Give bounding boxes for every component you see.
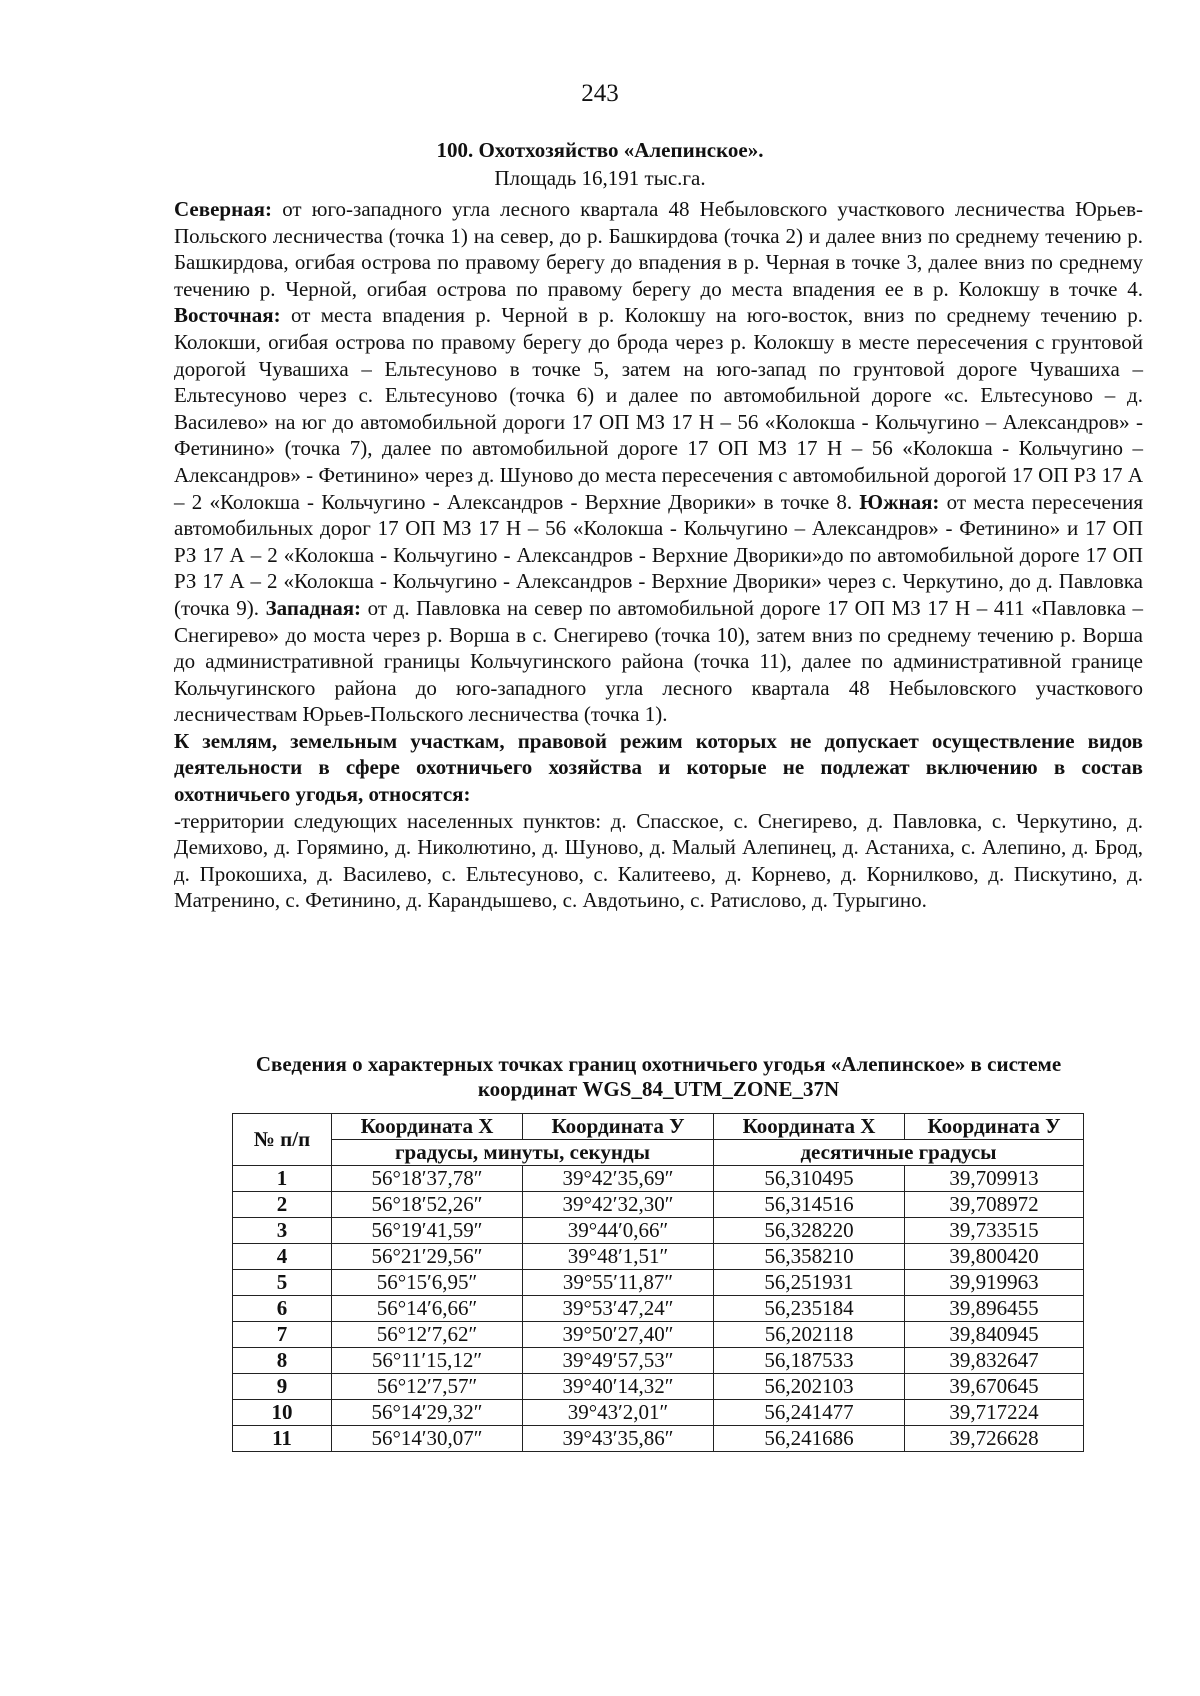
north-label: Северная:	[174, 197, 273, 221]
x-decimal-cell: 56,241686	[714, 1426, 905, 1452]
east-label: Восточная:	[174, 303, 281, 328]
point-number: 6	[233, 1296, 332, 1322]
boundary-description	[174, 196, 1143, 914]
x-dms-cell: 56°12′7,62″	[332, 1322, 523, 1348]
point-number: 1	[233, 1166, 332, 1192]
y-decimal-cell: 39,896455	[905, 1296, 1084, 1322]
col-header-y-dms: Координата У	[523, 1114, 714, 1140]
table-row	[233, 1270, 1084, 1296]
west-label: Западная:	[265, 595, 362, 620]
point-number: 7	[233, 1322, 332, 1348]
y-dms-cell: 39°53′47,24″	[523, 1296, 714, 1322]
x-dms-cell: 56°14′6,66″	[332, 1296, 523, 1322]
x-dms-cell: 56°11′15,12″	[332, 1348, 523, 1374]
restrictions-text: -территории следующих населенных пунктов: д. Спасское, с. Снегирево, д. Павловка, с. Черкутино, д. Демихово, д. Горямино, д. Николютино, д. Шуново, д. Малый Алепинец, д. Астаниха, с. Алепино, д. Брод, д. Прокошиха, д. Василево, с. Ельтесуново, с. Калитеево, д. Корнево, д. Корнилково, д. Пискутино, д. Матренино, с. Фетинино, д. Карандышево, с. Авдотьино, с. Ратислово, д. Турыгино.	[174, 808, 1143, 913]
point-number: 8	[233, 1348, 332, 1374]
x-decimal-cell: 56,202103	[714, 1374, 905, 1400]
y-decimal-cell: 39,919963	[905, 1270, 1084, 1296]
table-row	[233, 1400, 1084, 1426]
x-dms-cell: 56°18′37,78″	[332, 1166, 523, 1192]
x-decimal-cell: 56,187533	[714, 1348, 905, 1374]
table-row	[233, 1244, 1084, 1270]
y-dms-cell: 39°55′11,87″	[523, 1270, 714, 1296]
point-number: 5	[233, 1270, 332, 1296]
point-number: 11	[233, 1426, 332, 1452]
x-decimal-cell: 56,241477	[714, 1400, 905, 1426]
point-number: 4	[233, 1244, 332, 1270]
subheader-decimal: десятичные градусы	[714, 1140, 1084, 1166]
table-row	[233, 1348, 1084, 1374]
y-dms-cell: 39°49′57,53″	[523, 1348, 714, 1374]
y-dms-cell: 39°48′1,51″	[523, 1244, 714, 1270]
y-decimal-cell: 39,726628	[905, 1426, 1084, 1452]
y-dms-cell: 39°42′35,69″	[523, 1166, 714, 1192]
col-header-number: № п/п	[233, 1114, 332, 1166]
y-decimal-cell: 39,800420	[905, 1244, 1084, 1270]
table-title	[174, 1052, 1143, 1102]
col-header-x-dms: Координата X	[332, 1114, 523, 1140]
y-decimal-cell: 39,717224	[905, 1400, 1084, 1426]
y-dms-cell: 39°50′27,40″	[523, 1322, 714, 1348]
south-text: от места пересечения автомобильных дорог 17 ОП МЗ 17 Н – 56 «Колокша - Кольчугино – Александров» - Фетинино» и 17 ОП РЗ 17 А – 2 «Колокша - Кольчугино - Александров - Верхние Дворики»до по автомобильной дороге 17 ОП РЗ 17 А – 2 «Колокша - Кольчугино - Александров - Верхние Дворики» через с. Черкутино, до д. Павловка (точка 9).	[174, 489, 1143, 620]
col-header-y-dec: Координата У	[905, 1114, 1084, 1140]
y-dms-cell: 39°42′32,30″	[523, 1192, 714, 1218]
west-text: от д. Павловка на север по автомобильной дороге 17 ОП МЗ 17 Н – 411 «Павловка – Снегирево» до моста через р. Ворша в с. Снегирево (точка 10), затем вниз по среднему течению р. Ворша до административной границы Кольчугинского района (точка 11), далее по административной границе Кольчугинского района до юго-западного угла лесного квартала 48 Небыловского участкового лесничествам Юрьев-Польского лесничества (точка 1).	[174, 595, 1143, 727]
x-decimal-cell: 56,314516	[714, 1192, 905, 1218]
section-heading: 100. Охотхозяйство «Алепинское».	[436, 138, 764, 162]
table-row	[233, 1192, 1084, 1218]
x-decimal-cell: 56,202118	[714, 1322, 905, 1348]
x-decimal-cell: 56,310495	[714, 1166, 905, 1192]
table-row	[233, 1426, 1084, 1452]
table-row	[233, 1166, 1084, 1192]
point-number: 9	[233, 1374, 332, 1400]
y-dms-cell: 39°44′0,66″	[523, 1218, 714, 1244]
y-decimal-cell: 39,832647	[905, 1348, 1084, 1374]
y-decimal-cell: 39,840945	[905, 1322, 1084, 1348]
y-decimal-cell: 39,708972	[905, 1192, 1084, 1218]
page-number: 243	[581, 80, 619, 107]
x-decimal-cell: 56,251931	[714, 1270, 905, 1296]
coordinates-body	[233, 1166, 1084, 1452]
table-row	[233, 1218, 1084, 1244]
restrictions-heading: К землям, земельным участкам, правовой режим которых не допускает осуществление видов деятельности в сфере охотничьего хозяйства и которые не подлежат включению в состав охотничьего угодья, относятся:	[174, 728, 1143, 807]
col-header-x-dec: Координата X	[714, 1114, 905, 1140]
x-dms-cell: 56°18′52,26″	[332, 1192, 523, 1218]
y-dms-cell: 39°43′35,86″	[523, 1426, 714, 1452]
table-row	[233, 1374, 1084, 1400]
x-decimal-cell: 56,358210	[714, 1244, 905, 1270]
east-text: от места впадения р. Черной в р. Колокшу на юго-восток, вниз по среднему течению р. Колокши, огибая острова по правому берегу до брода через р. Колокшу в месте пересечения с грунтовой дорогой Чувашиха – Ельтесуново в точке 5, затем на юго-запад по грунтовой дороге Чувашиха – Ельтесуново через с. Ельтесуново (точка 6) и далее по автомобильной дороге «с. Ельтесуново – д. Василево» на юг до автомобильной дороги 17 ОП МЗ 17 Н – 56 «Колокша - Кольчугино – Александров» - Фетинино» (точка 7), далее по автомобильной дороге 17 ОП МЗ 17 Н – 56 «Колокша - Кольчугино – Александров» - Фетинино» через д. Шуново до места пересечения с автомобильной дорогой 17 ОП РЗ 17 А – 2 «Колокша - Кольчугино - Александров - Верхние Дворики» в точке 8.	[174, 303, 1143, 514]
x-dms-cell: 56°21′29,56″	[332, 1244, 523, 1270]
point-number: 2	[233, 1192, 332, 1218]
north-text: от юго-западного угла лесного квартала 48 Небыловского участкового лесничества Юрьев-Польского лесничества (точка 1) на север, до р. Башкирдова (точка 2) и далее вниз по среднему течению р. Башкирдова, огибая острова по правому берегу до впадения в р. Черная в точке 3, далее вниз по среднему течению р. Черной, огибая острова по правому берегу до места впадения ее в р. Колокшу в точке 4.	[174, 197, 1143, 301]
point-number: 10	[233, 1400, 332, 1426]
area-line: Площадь 16,191 тыс.га.	[494, 166, 706, 190]
table-row	[233, 1296, 1084, 1322]
y-decimal-cell: 39,733515	[905, 1218, 1084, 1244]
x-decimal-cell: 56,328220	[714, 1218, 905, 1244]
x-dms-cell: 56°14′29,32″	[332, 1400, 523, 1426]
x-dms-cell: 56°19′41,59″	[332, 1218, 523, 1244]
table-title-line-1: Сведения о характерных точках границ охотничьего угодья «Алепинское» в системе	[255, 1052, 1062, 1076]
x-dms-cell: 56°14′30,07″	[332, 1426, 523, 1452]
boundary-paragraph	[174, 196, 1143, 728]
y-dms-cell: 39°43′2,01″	[523, 1400, 714, 1426]
y-dms-cell: 39°40′14,32″	[523, 1374, 714, 1400]
x-decimal-cell: 56,235184	[714, 1296, 905, 1322]
table-title-line-2: координат WGS_84_UTM_ZONE_37N	[477, 1077, 840, 1101]
x-dms-cell: 56°15′6,95″	[332, 1270, 523, 1296]
point-number: 3	[233, 1218, 332, 1244]
x-dms-cell: 56°12′7,57″	[332, 1374, 523, 1400]
subheader-dms: градусы, минуты, секунды	[332, 1140, 714, 1166]
table-row	[233, 1322, 1084, 1348]
y-decimal-cell: 39,709913	[905, 1166, 1084, 1192]
south-label: Южная:	[859, 489, 940, 514]
coordinates-table	[232, 1113, 1084, 1452]
y-decimal-cell: 39,670645	[905, 1374, 1084, 1400]
